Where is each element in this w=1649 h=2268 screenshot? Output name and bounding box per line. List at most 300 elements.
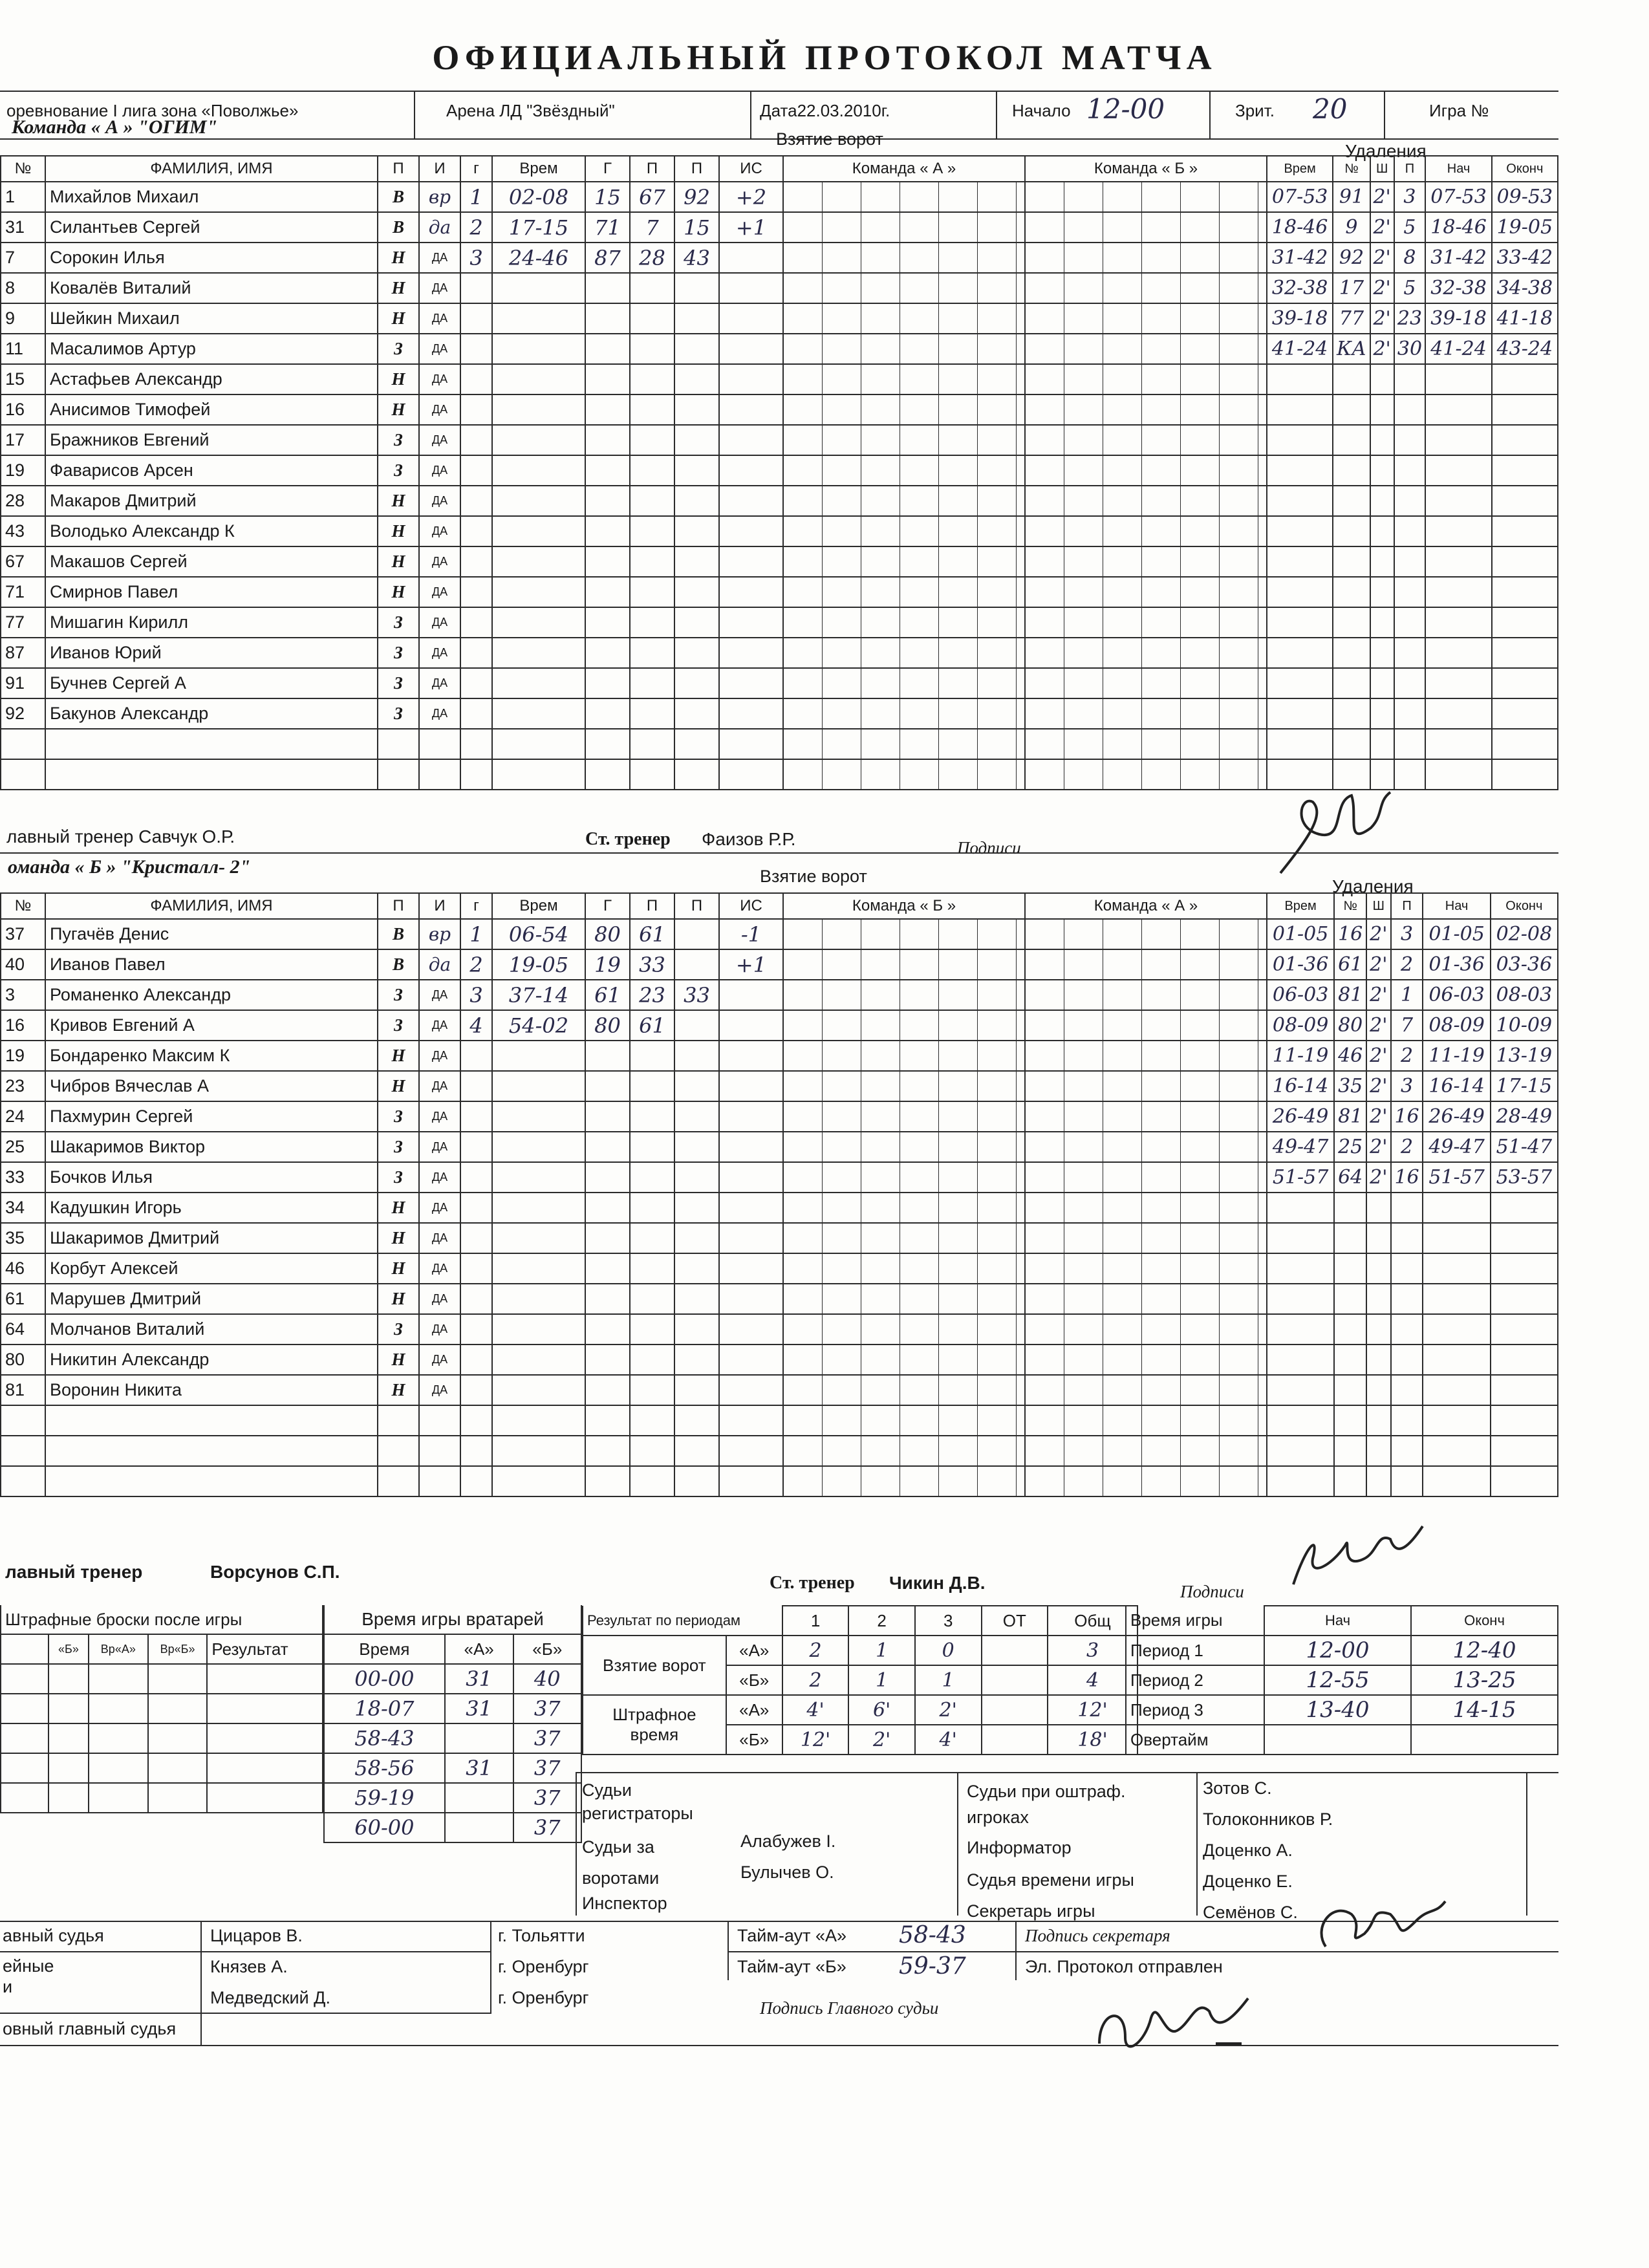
team-a-pen-col-5: Оконч: [1492, 156, 1558, 182]
penalty-start: [1425, 546, 1491, 577]
goal-scorer: [585, 1314, 630, 1345]
goal-assist-1: [630, 729, 674, 759]
penalty-time: [1267, 425, 1333, 455]
player-number: [1, 1405, 45, 1436]
table-row: [1, 1253, 1558, 1284]
penalty-player: [1333, 546, 1370, 577]
goal-team-x-cell: [783, 1375, 1025, 1405]
penalty-minutes: 2': [1370, 182, 1394, 212]
penalty-end: 41-18: [1492, 303, 1558, 334]
penalty-minutes: [1370, 698, 1394, 729]
team-b-signatures: Подписи: [1180, 1582, 1244, 1601]
player-number: 61: [1, 1284, 45, 1314]
goalie-number: [445, 1723, 513, 1753]
goal-team-x-cell: [783, 1010, 1025, 1041]
table-row: [1, 1375, 1558, 1405]
signature-team-b: [1280, 1520, 1436, 1597]
penalty-code: 3: [1391, 919, 1423, 949]
goal-strength: [719, 1375, 783, 1405]
goal-team-x-cell: [783, 334, 1025, 364]
penalty-minutes: [1366, 1436, 1391, 1466]
goal-assist-1: [630, 698, 674, 729]
player-played: ДА: [419, 1223, 460, 1253]
team-a-col-time: Врем: [492, 156, 585, 182]
player-number: 71: [1, 577, 45, 607]
goal-assist-1: [630, 607, 674, 638]
goal-number: [460, 1253, 492, 1284]
goal-scorer: [585, 1162, 630, 1193]
goal-scorer: [585, 455, 630, 486]
goal-number: [460, 546, 492, 577]
goal-time: [492, 1193, 585, 1223]
registrars-label: Судьи регистраторы: [582, 1780, 693, 1823]
table-row: [1, 607, 1558, 638]
goal-scorer: [585, 668, 630, 698]
player-number: [1, 1466, 45, 1496]
goal-scorer: [585, 698, 630, 729]
penalty-time: 16-14: [1267, 1071, 1334, 1101]
goal-assist-1: [630, 1375, 674, 1405]
penalty-end: 19-05: [1492, 212, 1558, 243]
goal-assist-2: [674, 455, 719, 486]
reserve-referee-label: овный главный судья: [3, 2019, 177, 2038]
player-played: вр: [419, 182, 460, 212]
penalty-code: [1394, 486, 1426, 516]
penalty-minutes: [1366, 1284, 1391, 1314]
player-position: [378, 729, 419, 759]
start-label: Начало: [1012, 101, 1071, 120]
table-row: [1, 1071, 1558, 1101]
informer-label: Информатор: [967, 1838, 1072, 1857]
team-b-col-i: И: [419, 893, 460, 919]
goal-number: 1: [460, 919, 492, 949]
goal-number: [460, 1162, 492, 1193]
period-end: [1411, 1725, 1558, 1755]
player-played: ДА: [419, 1162, 460, 1193]
goals-a-p1: 2: [782, 1636, 849, 1665]
table-row: [1, 516, 1558, 546]
goal-time: 06-54: [492, 919, 585, 949]
player-position: Н: [378, 1071, 419, 1101]
penalty-code: [1391, 1314, 1423, 1345]
goal-scorer: 15: [585, 182, 630, 212]
table-row: [1, 1436, 1558, 1466]
penalty-time: 01-05: [1267, 919, 1334, 949]
penalty-code: [1391, 1375, 1423, 1405]
goal-team-x-cell: [783, 1223, 1025, 1253]
goal-number: 3: [460, 243, 492, 273]
penalty-time: 01-36: [1267, 949, 1334, 980]
goal-assist-2: [674, 1162, 719, 1193]
team-a-col-p: П: [378, 156, 419, 182]
goal-scorer: [585, 607, 630, 638]
goal-strength: [719, 486, 783, 516]
period-time-row: [1126, 1636, 1558, 1665]
table-row: [1, 759, 1558, 790]
linesman-2-city: г. Оренбург: [498, 1988, 589, 2007]
goal-team-x-cell: [783, 455, 1025, 486]
player-name: [45, 1405, 378, 1436]
team-b-pen-col-5: Оконч: [1491, 893, 1558, 919]
player-played: ДА: [419, 394, 460, 425]
goal-time: [492, 1041, 585, 1071]
team-b-pen-col-4: Нач: [1423, 893, 1490, 919]
goal-number: [460, 334, 492, 364]
goal-strength: [719, 759, 783, 790]
team-b-head-coach-label: лавный тренер: [5, 1562, 143, 1582]
penalty-start: [1425, 668, 1491, 698]
goal-time: 54-02: [492, 1010, 585, 1041]
table-row: [1, 486, 1558, 516]
goal-team-x-cell: [783, 1253, 1025, 1284]
penalty-start: 31-42: [1425, 243, 1491, 273]
goal-strength: [719, 1314, 783, 1345]
penalty-end: [1491, 1436, 1558, 1466]
table-row: [1, 1010, 1558, 1041]
goal-team-x-cell: [783, 1132, 1025, 1162]
team-a-col-a2: П: [674, 156, 719, 182]
goal-team-x-cell: [783, 1466, 1025, 1496]
goalie-number: 37: [513, 1694, 581, 1723]
penalty-minutes: 2': [1366, 980, 1391, 1010]
player-number: [1, 759, 45, 790]
goal-team-y-cell: [1025, 729, 1267, 759]
team-a-col-is: ИС: [719, 156, 783, 182]
penalty-minutes: [1366, 1314, 1391, 1345]
timekeeper-label: Судья времени игры: [967, 1870, 1134, 1890]
spectators-label: Зрит.: [1235, 101, 1275, 120]
player-name: Шакаримов Виктор: [45, 1132, 378, 1162]
penalty-player: [1333, 577, 1370, 607]
timeout-a: 58-43: [899, 1922, 966, 1949]
player-name: [45, 729, 378, 759]
goalie-time: 58-43: [324, 1723, 445, 1753]
penalty-player: [1334, 1345, 1366, 1375]
player-position: З: [378, 980, 419, 1010]
penalty-minutes: 2': [1366, 949, 1391, 980]
penalty-player: 17: [1333, 273, 1370, 303]
goal-time: [492, 516, 585, 546]
team-a-col-teamx: Команда « А »: [783, 156, 1025, 182]
shootout-col-result: Результат: [207, 1634, 323, 1664]
goal-team-x-cell: [783, 607, 1025, 638]
goal-strength: [719, 1345, 783, 1375]
penalty-time: [1267, 455, 1333, 486]
penalty-start: [1423, 1466, 1490, 1496]
player-number: 15: [1, 364, 45, 394]
goal-number: 4: [460, 1010, 492, 1041]
goal-number: [460, 638, 492, 668]
goal-team-y-cell: [1025, 425, 1267, 455]
pen-a-p2: 6': [848, 1695, 915, 1725]
player-position: З: [378, 607, 419, 638]
goal-time: [492, 668, 585, 698]
pen-b-p3: 4': [915, 1725, 982, 1755]
player-played: ДА: [419, 516, 460, 546]
goal-assist-1: 67: [630, 182, 674, 212]
goalie-number: 37: [513, 1753, 581, 1783]
player-number: 19: [1, 455, 45, 486]
goal-time: 37-14: [492, 980, 585, 1010]
goal-team-x-cell: [783, 1162, 1025, 1193]
penalty-code: 2: [1391, 1041, 1423, 1071]
goal-strength: [719, 1436, 783, 1466]
goal-strength: [719, 455, 783, 486]
penalty-player: [1333, 759, 1370, 790]
penalty-code: [1391, 1466, 1423, 1496]
goals-a-ot: [982, 1636, 1048, 1665]
goal-strength: [719, 364, 783, 394]
penalty-start: [1425, 455, 1491, 486]
main-referee-label: авный судья: [3, 1926, 104, 1945]
penalty-end: [1492, 455, 1558, 486]
goal-team-x-cell: [783, 273, 1025, 303]
penalty-end: [1491, 1375, 1558, 1405]
goal-assist-1: [630, 455, 674, 486]
penalty-minutes: [1366, 1223, 1391, 1253]
penalty-start: [1425, 425, 1491, 455]
team-a-penalties-title: Удаления: [1345, 141, 1427, 161]
penalty-code: [1391, 1253, 1423, 1284]
goals-b-total: 4: [1048, 1665, 1137, 1695]
goal-assist-2: [674, 1223, 719, 1253]
period-start: 12-55: [1264, 1665, 1411, 1695]
table-row: [1, 919, 1558, 949]
goal-team-y-cell: [1025, 980, 1267, 1010]
player-position: З: [378, 1132, 419, 1162]
player-position: Н: [378, 1284, 419, 1314]
period-col-1: 1: [782, 1606, 849, 1636]
penalty-player: 77: [1333, 303, 1370, 334]
divider: [1384, 92, 1385, 138]
penalty-start: 39-18: [1425, 303, 1491, 334]
goal-assist-2: [674, 486, 719, 516]
goal-judges-label: Судьи за воротами: [582, 1837, 660, 1888]
goal-strength: [719, 243, 783, 273]
goal-team-x-cell: [783, 949, 1025, 980]
goalie-number: [445, 1813, 513, 1842]
penalty-time: [1267, 486, 1333, 516]
goal-strength: [719, 729, 783, 759]
penalty-end: [1492, 577, 1558, 607]
penalty-player: [1333, 516, 1370, 546]
penalty-time: [1267, 1345, 1334, 1375]
goal-strength: [719, 1010, 783, 1041]
competition: оревнование I лига зона «Поволжье»: [6, 101, 299, 120]
player-number: 33: [1, 1162, 45, 1193]
shootout-table: [0, 1605, 323, 1813]
goal-assist-2: [674, 1253, 719, 1284]
timekeeper-name: Доценко Е.: [1203, 1872, 1293, 1891]
main-referee-city: г. Тольятти: [498, 1926, 585, 1945]
penalty-end: [1491, 1466, 1558, 1496]
player-position: З: [378, 668, 419, 698]
team-b-col-goal: Г: [585, 893, 630, 919]
penalty-player: 35: [1334, 1071, 1366, 1101]
divider: [200, 1922, 202, 2045]
signature-team-a: [1267, 789, 1397, 886]
goal-strength: [719, 1132, 783, 1162]
player-position: З: [378, 455, 419, 486]
goal-number: [460, 1193, 492, 1223]
table-row: [1, 577, 1558, 607]
penalty-minutes: 2': [1366, 1162, 1391, 1193]
goal-time: [492, 1132, 585, 1162]
penalty-end: 28-49: [1491, 1101, 1558, 1132]
team-b-col-a1: П: [630, 893, 674, 919]
penalty-minutes: [1370, 607, 1394, 638]
penalty-player: 81: [1334, 1101, 1366, 1132]
penalty-start: 08-09: [1423, 1010, 1490, 1041]
player-played: ДА: [419, 425, 460, 455]
goal-time: [492, 759, 585, 790]
goal-assist-2: [674, 1193, 719, 1223]
team-b-col-a2: П: [674, 893, 719, 919]
table-row: [1, 1284, 1558, 1314]
player-name: Шакаримов Дмитрий: [45, 1223, 378, 1253]
timeout-b: 59-37: [899, 1953, 966, 1980]
goal-team-y-cell: [1025, 364, 1267, 394]
penalty-time: 11-19: [1267, 1041, 1334, 1071]
goal-time: [492, 273, 585, 303]
goal-scorer: [585, 546, 630, 577]
goal-strength: [719, 425, 783, 455]
table-row: [1, 1041, 1558, 1071]
goal-team-y-cell: [1025, 1345, 1267, 1375]
player-name: Макаров Дмитрий: [45, 486, 378, 516]
penalty-end: [1491, 1284, 1558, 1314]
team-a-col-name: ФАМИЛИЯ, ИМЯ: [45, 156, 378, 182]
goals-b-p2: 1: [848, 1665, 915, 1695]
player-position: Н: [378, 1253, 419, 1284]
goal-assist-2: [674, 425, 719, 455]
linesman-1-city: г. Оренбург: [498, 1957, 589, 1976]
informer-name: Доценко А.: [1203, 1841, 1293, 1860]
penalty-minutes: 2': [1366, 1010, 1391, 1041]
team-a-asst-coach-label: Ст. тренер: [585, 829, 671, 849]
goal-time: [492, 698, 585, 729]
penalty-code: 23: [1394, 303, 1426, 334]
goal-assist-2: [674, 516, 719, 546]
goal-assist-2: [674, 1375, 719, 1405]
goal-scorer: [585, 364, 630, 394]
goal-team-y-cell: [1025, 1132, 1267, 1162]
player-position: З: [378, 1162, 419, 1193]
player-position: Н: [378, 273, 419, 303]
goal-team-y-cell: [1025, 1436, 1267, 1466]
penalty-start: [1425, 364, 1491, 394]
divider: [957, 1773, 958, 1916]
match-date: Дата22.03.2010г.: [760, 101, 890, 120]
goal-assist-2: [674, 638, 719, 668]
player-number: 77: [1, 607, 45, 638]
goal-team-y-cell: [1025, 638, 1267, 668]
penalty-end: 13-19: [1491, 1041, 1558, 1071]
team-a-label: «А»: [726, 1695, 782, 1725]
player-number: 31: [1, 212, 45, 243]
table-row: [1, 425, 1558, 455]
player-position: Н: [378, 1041, 419, 1071]
goal-strength: [719, 1193, 783, 1223]
goal-assist-1: [630, 1436, 674, 1466]
goal-number: [460, 1375, 492, 1405]
penalty-end: [1491, 1193, 1558, 1223]
penalty-time: [1267, 668, 1333, 698]
penalty-code: 16: [1391, 1101, 1423, 1132]
main-referee: Цицаров В.: [210, 1926, 303, 1945]
player-played: ДА: [419, 1010, 460, 1041]
goal-time: [492, 1405, 585, 1436]
secretary-label: Секретарь игры: [967, 1901, 1095, 1921]
penalty-code: 2: [1391, 1132, 1423, 1162]
period-time-row: [1126, 1695, 1558, 1725]
goal-strength: [719, 1284, 783, 1314]
goal-assist-1: [630, 1466, 674, 1496]
team-a-pen-col-4: Нач: [1425, 156, 1491, 182]
player-name: Корбут Алексей: [45, 1253, 378, 1284]
goal-assist-1: 7: [630, 212, 674, 243]
table-row: [1, 729, 1558, 759]
penalty-start: [1425, 486, 1491, 516]
team-b-title: оманда « Б » "Кристалл- 2": [8, 856, 251, 878]
player-position: Н: [378, 303, 419, 334]
penalty-end: 53-57: [1491, 1162, 1558, 1193]
goal-assist-1: 28: [630, 243, 674, 273]
goal-team-x-cell: [783, 1314, 1025, 1345]
penalty-start: [1425, 698, 1491, 729]
goal-assist-1: [630, 486, 674, 516]
goalie-time-table: [323, 1605, 582, 1843]
player-played: ДА: [419, 455, 460, 486]
goal-strength: [719, 303, 783, 334]
goal-team-x-cell: [783, 425, 1025, 455]
goal-team-x-cell: [783, 546, 1025, 577]
goal-number: [460, 1223, 492, 1253]
player-position: [378, 1436, 419, 1466]
goal-time: [492, 1253, 585, 1284]
table-row: [1, 334, 1558, 364]
goal-time: 17-15: [492, 212, 585, 243]
penalty-minutes: [1370, 455, 1394, 486]
goal-judge-1: Алабужев I.: [740, 1831, 836, 1851]
goal-assist-2: [674, 949, 719, 980]
player-played: ДА: [419, 577, 460, 607]
player-position: З: [378, 1101, 419, 1132]
player-played: [419, 729, 460, 759]
team-b-asst-coach-label: Ст. тренер: [770, 1573, 855, 1593]
goalie-time: 00-00: [324, 1664, 445, 1694]
team-b-col-teamx: Команда « Б »: [783, 893, 1025, 919]
player-name: [45, 1436, 378, 1466]
goal-number: 3: [460, 980, 492, 1010]
goal-assist-1: 23: [630, 980, 674, 1010]
penalty-end: 10-09: [1491, 1010, 1558, 1041]
table-row: [1, 273, 1558, 303]
penalty-minutes: 2': [1366, 919, 1391, 949]
player-played: [419, 1466, 460, 1496]
arena: Арена ЛД "Звёздный": [446, 101, 615, 120]
penalty-code: [1391, 1223, 1423, 1253]
signature-main-referee: [1086, 1985, 1255, 2063]
goal-assist-2: [674, 1010, 719, 1041]
goal-number: [460, 668, 492, 698]
penalty-code: [1394, 729, 1426, 759]
player-played: ДА: [419, 607, 460, 638]
team-a-pen-col-0: Врем: [1267, 156, 1333, 182]
goal-team-x-cell: [783, 729, 1025, 759]
player-number: [1, 1436, 45, 1466]
goal-team-x-cell: [783, 577, 1025, 607]
